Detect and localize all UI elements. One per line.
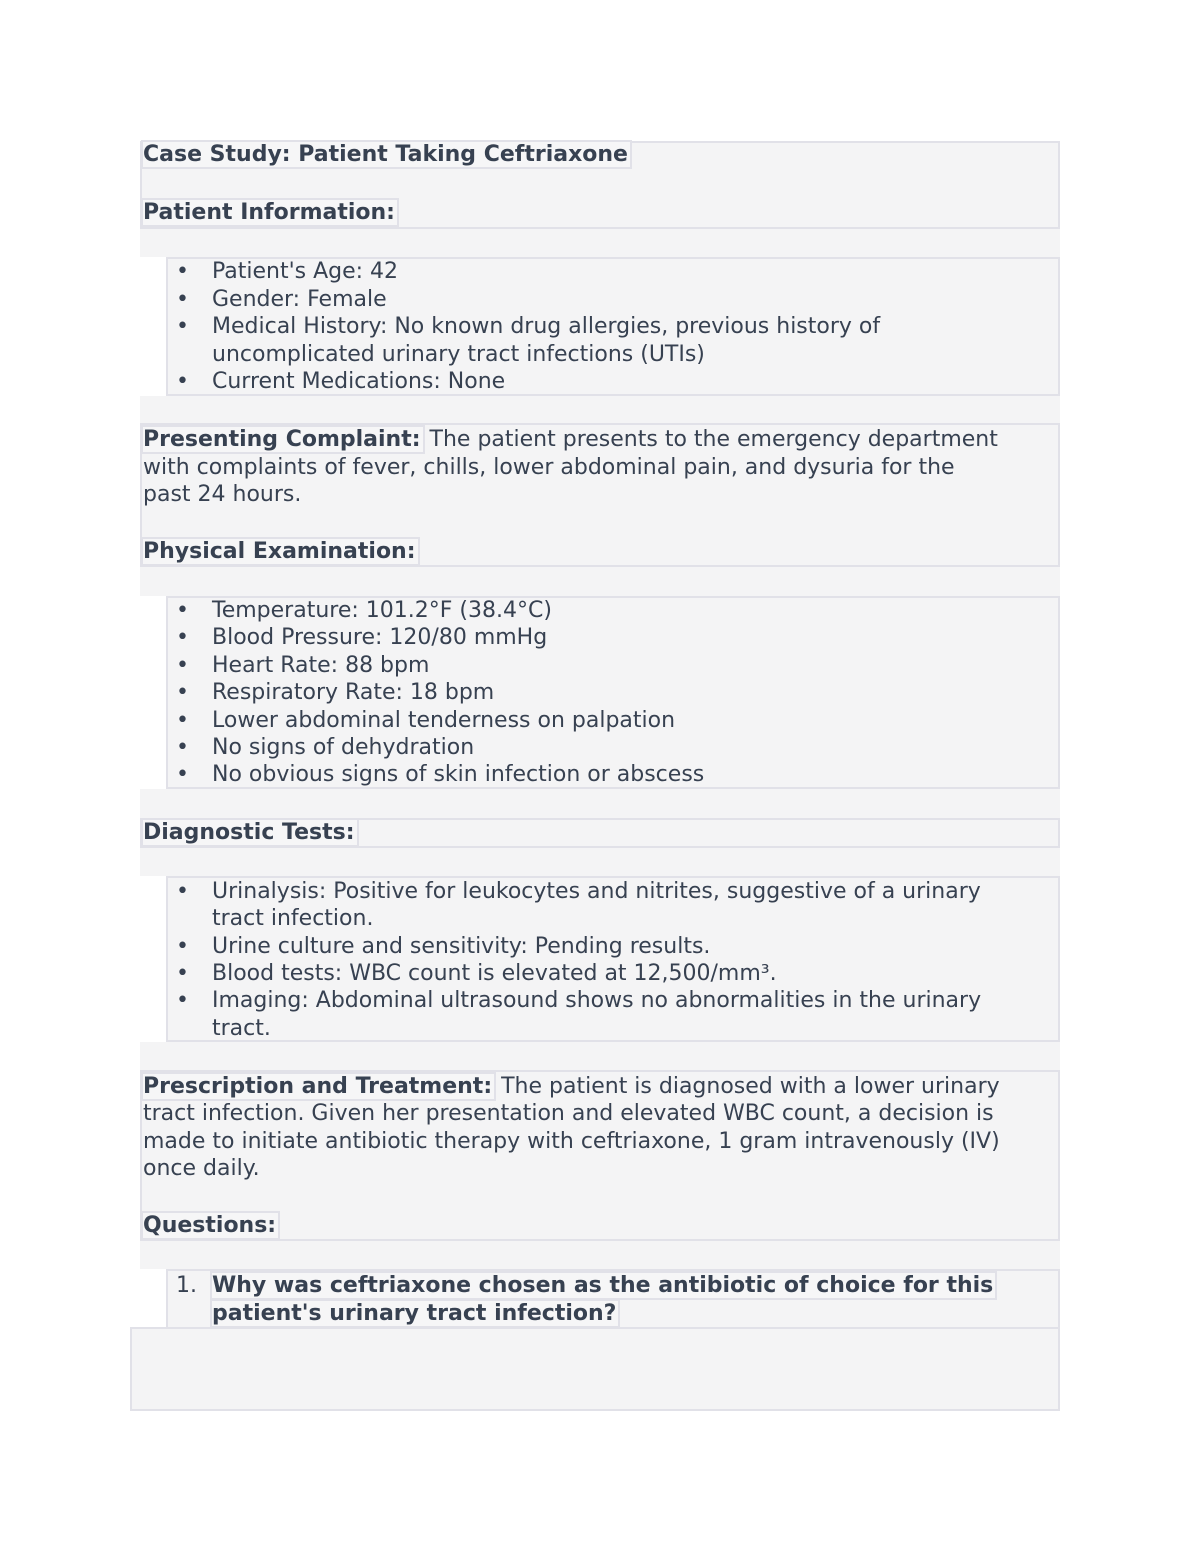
diagnostic-item: Blood tests: WBC count is elevated at 12,500/mm³. [212,961,777,986]
spacer [140,1042,1060,1070]
page-title [143,141,630,169]
bullet-icon: • [176,625,189,650]
exam-item: No signs of dehydration [212,735,475,760]
spacer [140,396,1060,423]
bullet-icon: • [176,598,189,623]
patient-medications: Current Medications: None [212,369,506,394]
question-1-line-1 [212,1272,995,1300]
exam-item: Respiratory Rate: 18 bpm [212,680,495,705]
exam-heading [143,538,418,566]
complaint-line-1 [143,426,998,454]
bullet-icon: • [176,762,189,787]
exam-item: Heart Rate: 88 bpm [212,653,430,678]
patient-info-heading-text: Patient Information: [143,200,395,225]
bullet-icon: • [176,708,189,733]
exam-heading-text: Physical Examination: [143,539,416,564]
bullet-icon: • [176,287,189,312]
exam-item: Blood Pressure: 120/80 mmHg [212,625,548,650]
complaint-line-2: with complaints of fever, chills, lower abdominal pain, and dysuria for the [143,455,955,480]
diagnostics-heading-text: Diagnostic Tests: [143,820,355,845]
question-1-text-2: patient's urinary tract infection? [212,1301,617,1326]
exam-item: Temperature: 101.2°F (38.4°C) [212,598,552,623]
bullet-icon: • [176,961,189,986]
exam-item: Lower abdominal tenderness on palpation [212,708,676,733]
diagnostic-item-cont: tract infection. [212,906,374,931]
question-1-text-1: Why was ceftriaxone chosen as the antibiotic of choice for this [212,1273,994,1298]
treatment-text-1: The patient is diagnosed with a lower urinary [494,1074,1000,1099]
bullet-icon: • [176,988,189,1013]
patient-history-cont: uncomplicated urinary tract infections (UTIs) [212,342,705,367]
bullet-icon: • [176,369,189,394]
patient-gender: Gender: Female [212,287,387,312]
spacer [140,789,1060,818]
treatment-line-2: tract infection. Given her presentation and elevated WBC count, a decision is [143,1101,994,1126]
question-number: 1. [176,1273,197,1298]
patient-history: Medical History: No known drug allergies, previous history of [212,314,881,339]
questions-heading-text: Questions: [143,1213,277,1238]
diagnostics-heading [143,819,357,847]
patient-age: Patient's Age: 42 [212,259,399,284]
spacer [140,848,1060,876]
treatment-line-3: made to initiate antibiotic therapy with ceftriaxone, 1 gram intravenously (IV) [143,1129,1000,1154]
bullet-icon: • [176,934,189,959]
treatment-line-4: once daily. [143,1156,260,1181]
exam-item: No obvious signs of skin infection or abscess [212,762,705,787]
spacer [140,229,1060,257]
complaint-line-3: past 24 hours. [143,482,302,507]
answer-area [130,1327,1060,1411]
bullet-icon: • [176,259,189,284]
diagnostic-item: Imaging: Abdominal ultrasound shows no abnormalities in the urinary [212,988,982,1013]
complaint-text-1: The patient presents to the emergency department [422,427,998,452]
bullet-icon: • [176,879,189,904]
bullet-icon: • [176,653,189,678]
spacer [140,567,1060,596]
complaint-heading: Presenting Complaint: [143,427,421,452]
bullet-icon: • [176,314,189,339]
patient-info-heading [143,199,397,227]
treatment-heading: Prescription and Treatment: [143,1074,493,1099]
page-title-text: Case Study: Patient Taking Ceftriaxone [143,142,628,167]
question-1-line-2 [212,1300,618,1328]
bullet-icon: • [176,680,189,705]
diagnostic-item: Urine culture and sensitivity: Pending results. [212,934,711,959]
spacer [140,1241,1060,1269]
diagnostic-item-cont: tract. [212,1016,271,1041]
bullet-icon: • [176,735,189,760]
questions-heading [143,1212,278,1240]
diagnostic-item: Urinalysis: Positive for leukocytes and nitrites, suggestive of a urinary [212,879,981,904]
treatment-line-1 [143,1073,1000,1101]
